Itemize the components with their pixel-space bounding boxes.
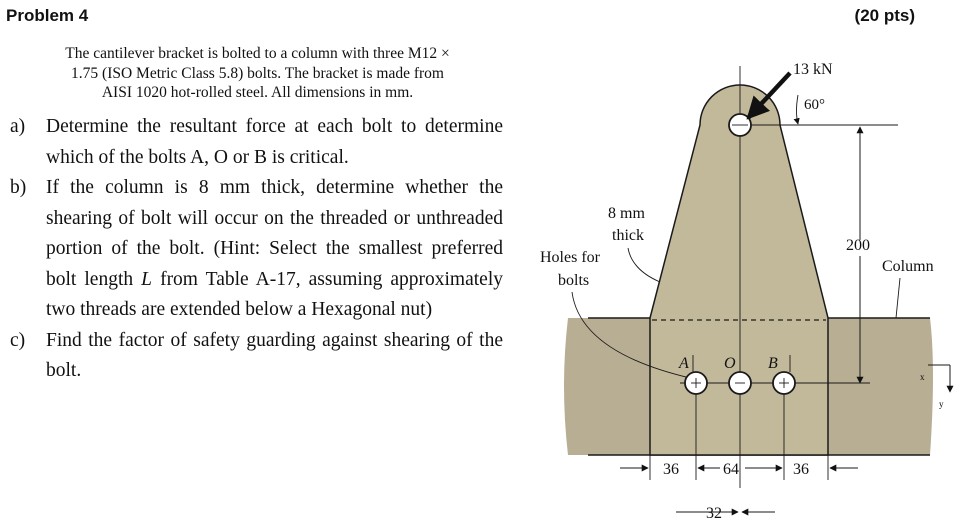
bolt-b [773,372,795,394]
thickness-leader [628,248,660,282]
part-b-text: If the column is 8 mm thick, determine whether the shearing of bolt will occur on the threaded or unthreaded portion of the bolt. (Hint: Select the smallest preferred bolt length L from Table A-17, assuming approximately two threads are extended below a Hexagonal nut) [46,177,503,320]
part-a-text: Determine the resultant force at each bolt to determine which of the bolts A, O or B is critical. [46,116,503,168]
part-b-label: b) [10,177,27,198]
intro-line-1: The cantilever bracket is bolted to a column with three M12 × [65,45,450,62]
dim-mid-label: 64 [723,461,739,478]
part-a-label: a) [10,116,26,137]
bolt-a-label: A [679,355,689,372]
load-label: 13 kN [793,61,833,78]
part-b [10,173,503,326]
part-c-text: Find the factor of safety guarding against shearing of the bolt. [46,329,503,381]
thickness-label-line2: thick [612,227,644,244]
part-c-label: c) [10,329,26,351]
bracket-figure [528,44,959,528]
column-label: Column [882,258,934,275]
problem-title: Problem 4 [6,6,89,25]
bolt-b-label: B [768,355,778,372]
problem-intro [12,44,503,103]
holes-label-line1: Holes for [540,249,600,266]
axis-y-label: y [939,399,944,409]
points-label: (20 pts) [854,6,915,25]
bracket-plate [650,85,828,455]
bolt-o [729,372,751,394]
angle-label: 60° [804,97,825,113]
part-c [10,326,503,387]
dim-offset-label: 32 [706,505,722,522]
question-parts [10,112,503,387]
angle-arc [797,95,799,124]
bolt-a [685,372,707,394]
holes-label-line2: bolts [558,272,590,289]
axis-x-label: x [920,372,925,382]
thickness-label-line1: 8 mm [608,205,645,222]
dim-left-label: 36 [663,461,679,478]
part-a [10,112,503,173]
column-leader [896,278,900,318]
bolt-o-label: O [724,355,736,372]
height-label: 200 [846,237,870,254]
dim-right-label: 36 [793,461,809,478]
intro-line-2: 1.75 (ISO Metric Class 5.8) bolts. The bracket is made from [71,64,444,82]
intro-line-3: AISI 1020 hot-rolled steel. All dimensions in mm. [101,84,414,101]
